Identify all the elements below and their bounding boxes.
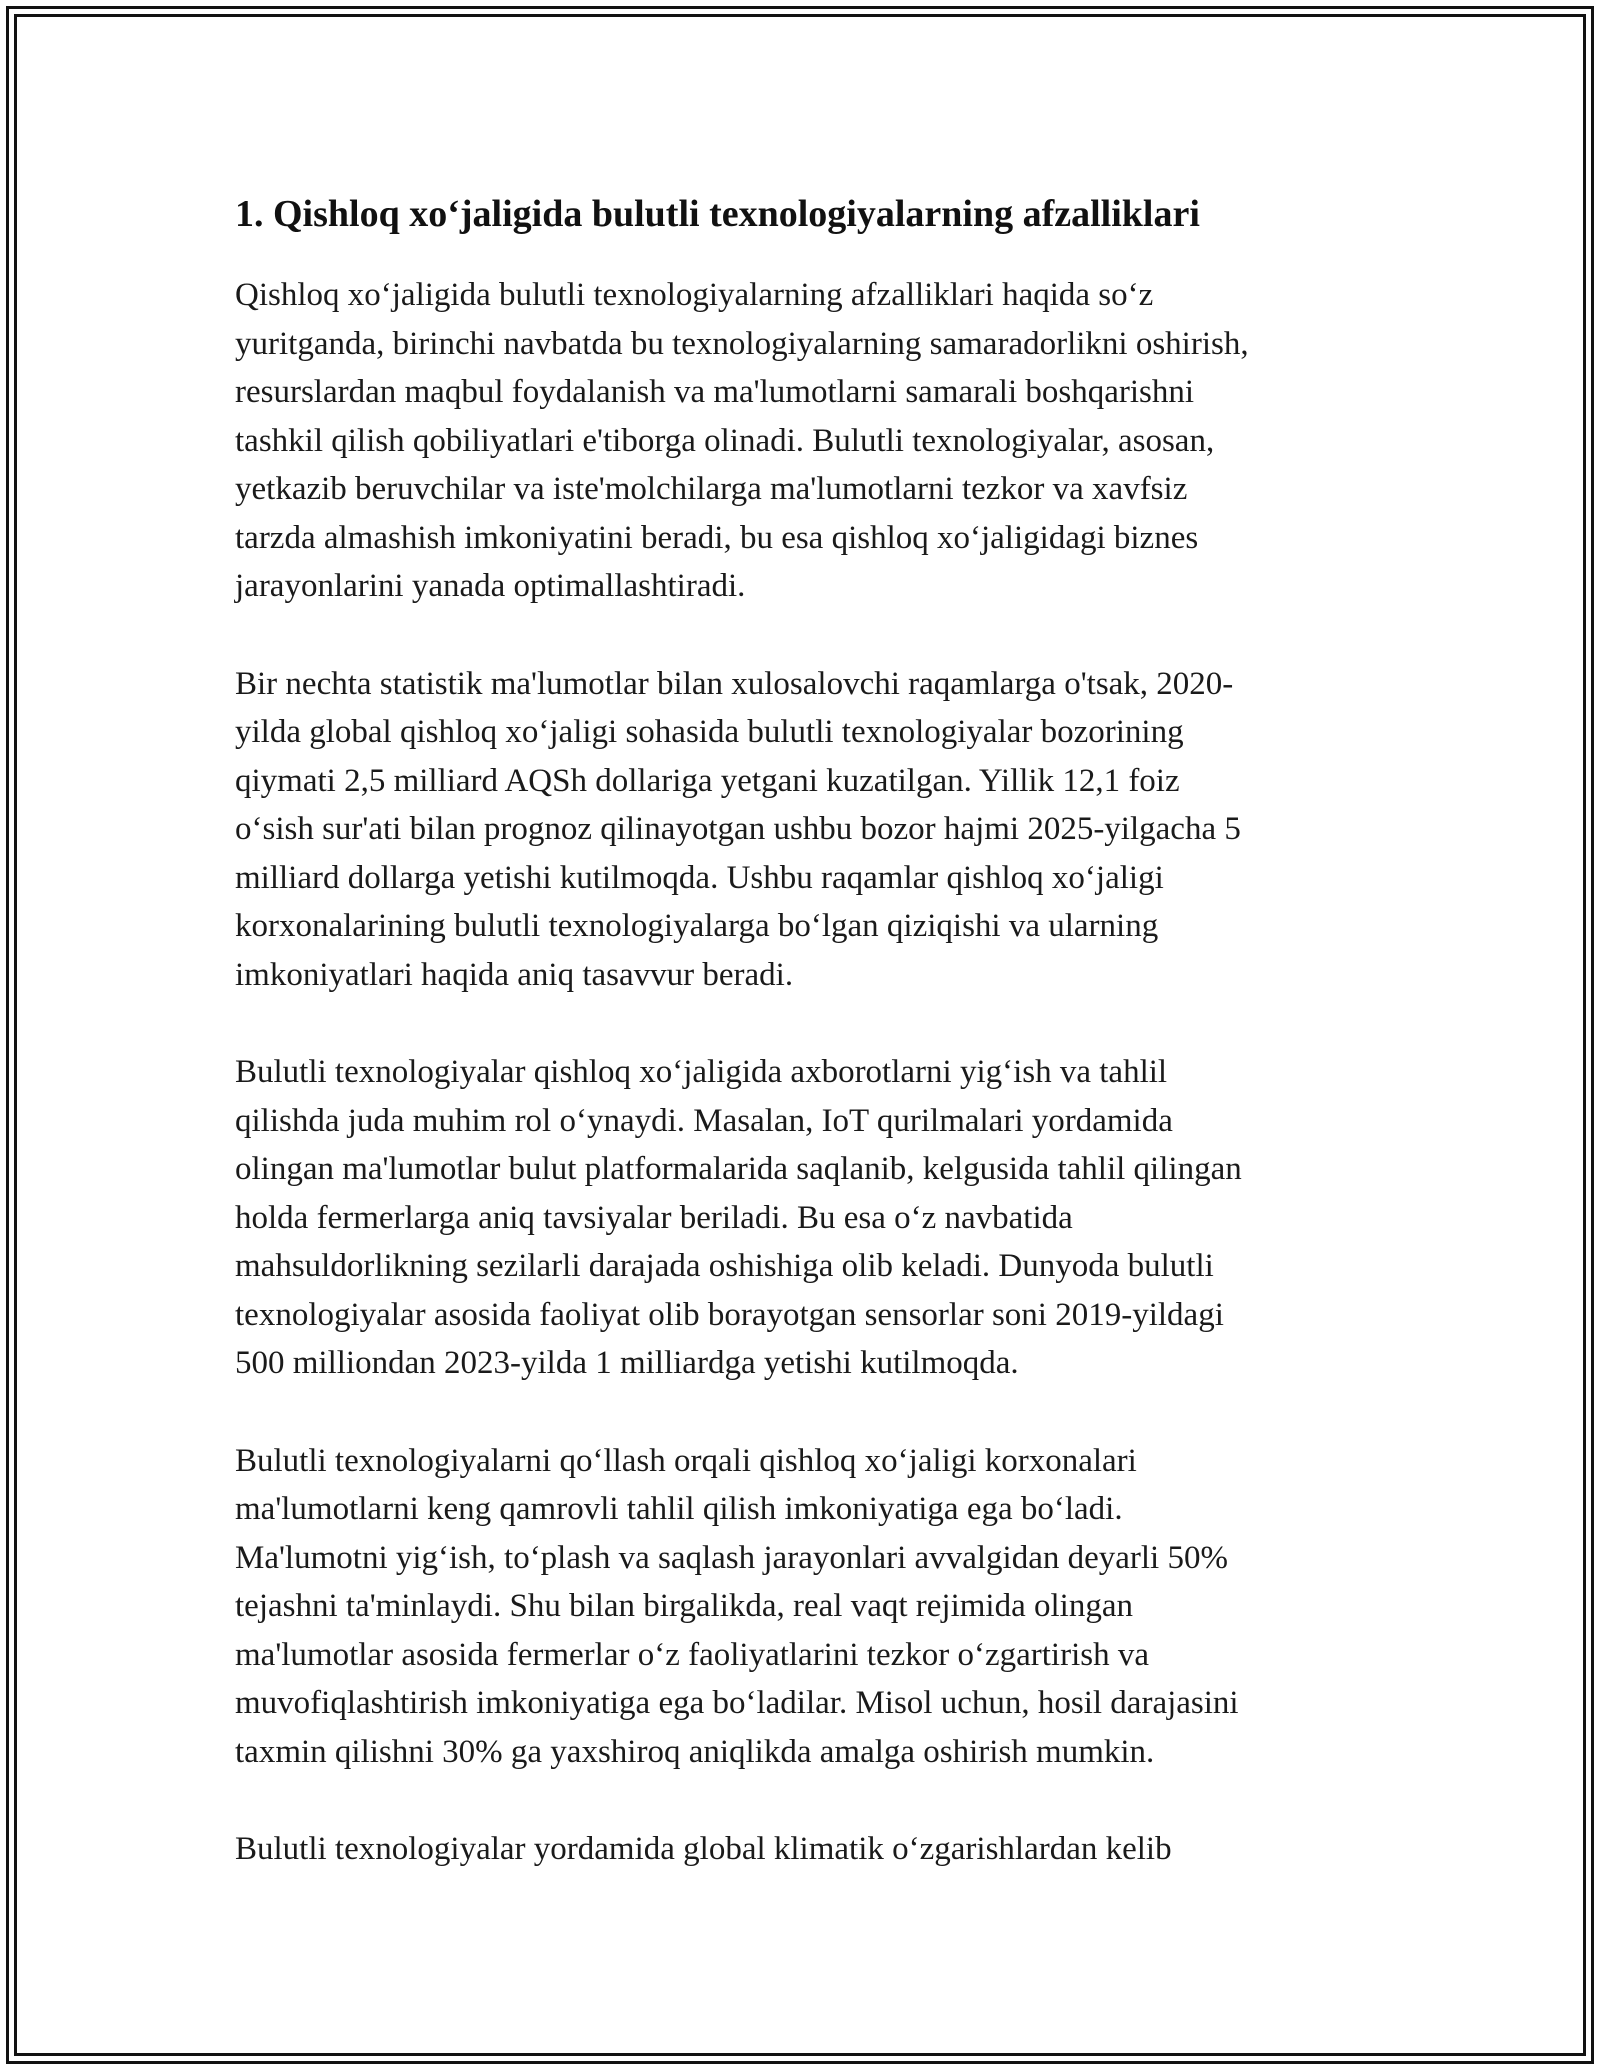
text-line: Bulutli texnologiyalar qishloq xo‘jaligida axborotlarni yig‘ish va tahlil [235,1054,1168,1090]
text-line: korxonalarining bulutli texnologiyalarga bo‘lgan qiziqishi va ularning [235,908,1159,944]
text-line: holda fermerlarga aniq tavsiyalar beriladi. Bu esa o‘z navbatida [235,1199,1073,1236]
text-line: milliard dollarga yetishi kutilmoqda. Ushbu raqamlar qishloq xo‘jaligi [235,859,1164,896]
text-line: olingan ma'lumotlar bulut platformalarida saqlanib, kelgusida tahlil qilingan [235,1151,1242,1187]
text-line: o‘sish sur'ati bilan prognoz qilinayotgan ushbu bozor hajmi 2025-yilgacha 5 [235,811,1241,847]
text-line: yilda global qishloq xo‘jaligi sohasida bulutli texnologiyalar bozorining [235,714,1184,750]
paragraph-5 [235,1825,1415,1874]
text-line: 500 milliondan 2023-yilda 1 milliardga yetishi kutilmoqda. [235,1345,1019,1381]
text-line: yetkazib beruvchilar va iste'molchilarga ma'lumotlarni tezkor va xavfsiz [235,471,1188,507]
text-line: Bulutli texnologiyalar yordamida global klimatik o‘zgarishlardan kelib [235,1831,1172,1867]
paragraph-2 [235,660,1415,1000]
text-line: taxmin qilishni 30% ga yaxshiroq aniqlikda amalga oshirish mumkin. [235,1733,1155,1770]
text-line: ma'lumotlar asosida fermerlar o‘z faoliyatlarini tezkor o‘zgartirish va [235,1636,1149,1673]
text-line: Ma'lumotni yig‘ish, to‘plash va saqlash jarayonlari avvalgidan deyarli 50% [235,1539,1228,1576]
text-line: Bir nechta statistik ma'lumotlar bilan xulosalovchi raqamlarga o'tsak, 2020- [235,665,1234,702]
text-line: mahsuldorlikning sezilarli darajada oshishiga olib keladi. Dunyoda bulutli [235,1248,1214,1284]
text-line: Qishloq xo‘jaligida bulutli texnologiyalarning afzalliklari haqida so‘z [235,277,1154,313]
text-line: Bulutli texnologiyalarni qo‘llash orqali qishloq xo‘jaligi korxonalari [235,1442,1137,1479]
text-line: ma'lumotlarni keng qamrovli tahlil qilish imkoniyatiga ega bo‘ladi. [235,1491,1123,1527]
text-line: yuritganda, birinchi navbatda bu texnologiyalarning samaradorlikni oshirish, [235,325,1249,362]
text-line: jarayonlarini yanada optimallashtiradi. [235,568,746,604]
text-line: tarzda almashish imkoniyatini beradi, bu esa qishloq xo‘jaligidagi biznes [235,519,1199,556]
paragraph-3 [235,1048,1415,1388]
section-heading: 1. Qishloq xo‘jaligida bulutli texnologiyalarning afzalliklari [235,193,1200,235]
text-line: qilishda juda muhim rol o‘ynaydi. Masalan, IoT qurilmalari yordamida [235,1102,1173,1139]
text-line: tashkil qilish qobiliyatlari e'tiborga olinadi. Bulutli texnologiyalar, asosan, [235,422,1215,459]
text-line: texnologiyalar asosida faoliyat olib borayotgan sensorlar soni 2019-yildagi [235,1296,1224,1333]
text-line: tejashni ta'minlaydi. Shu bilan birgalikda, real vaqt rejimida olingan [235,1588,1133,1624]
document-body [235,183,1415,1923]
text-line: muvofiqlashtirish imkoniyatiga ega bo‘ladilar. Misol uchun, hosil darajasini [235,1685,1239,1721]
text-line: imkoniyatlari haqida aniq tasavvur beradi. [235,956,794,993]
text-line: resurslardan maqbul foydalanish va ma'lumotlarni samarali boshqarishni [235,374,1195,410]
paragraph-1 [235,271,1415,611]
text-line: qiymati 2,5 milliard AQSh dollariga yetgani kuzatilgan. Yillik 12,1 foiz [235,762,1180,799]
paragraph-4 [235,1437,1415,1777]
